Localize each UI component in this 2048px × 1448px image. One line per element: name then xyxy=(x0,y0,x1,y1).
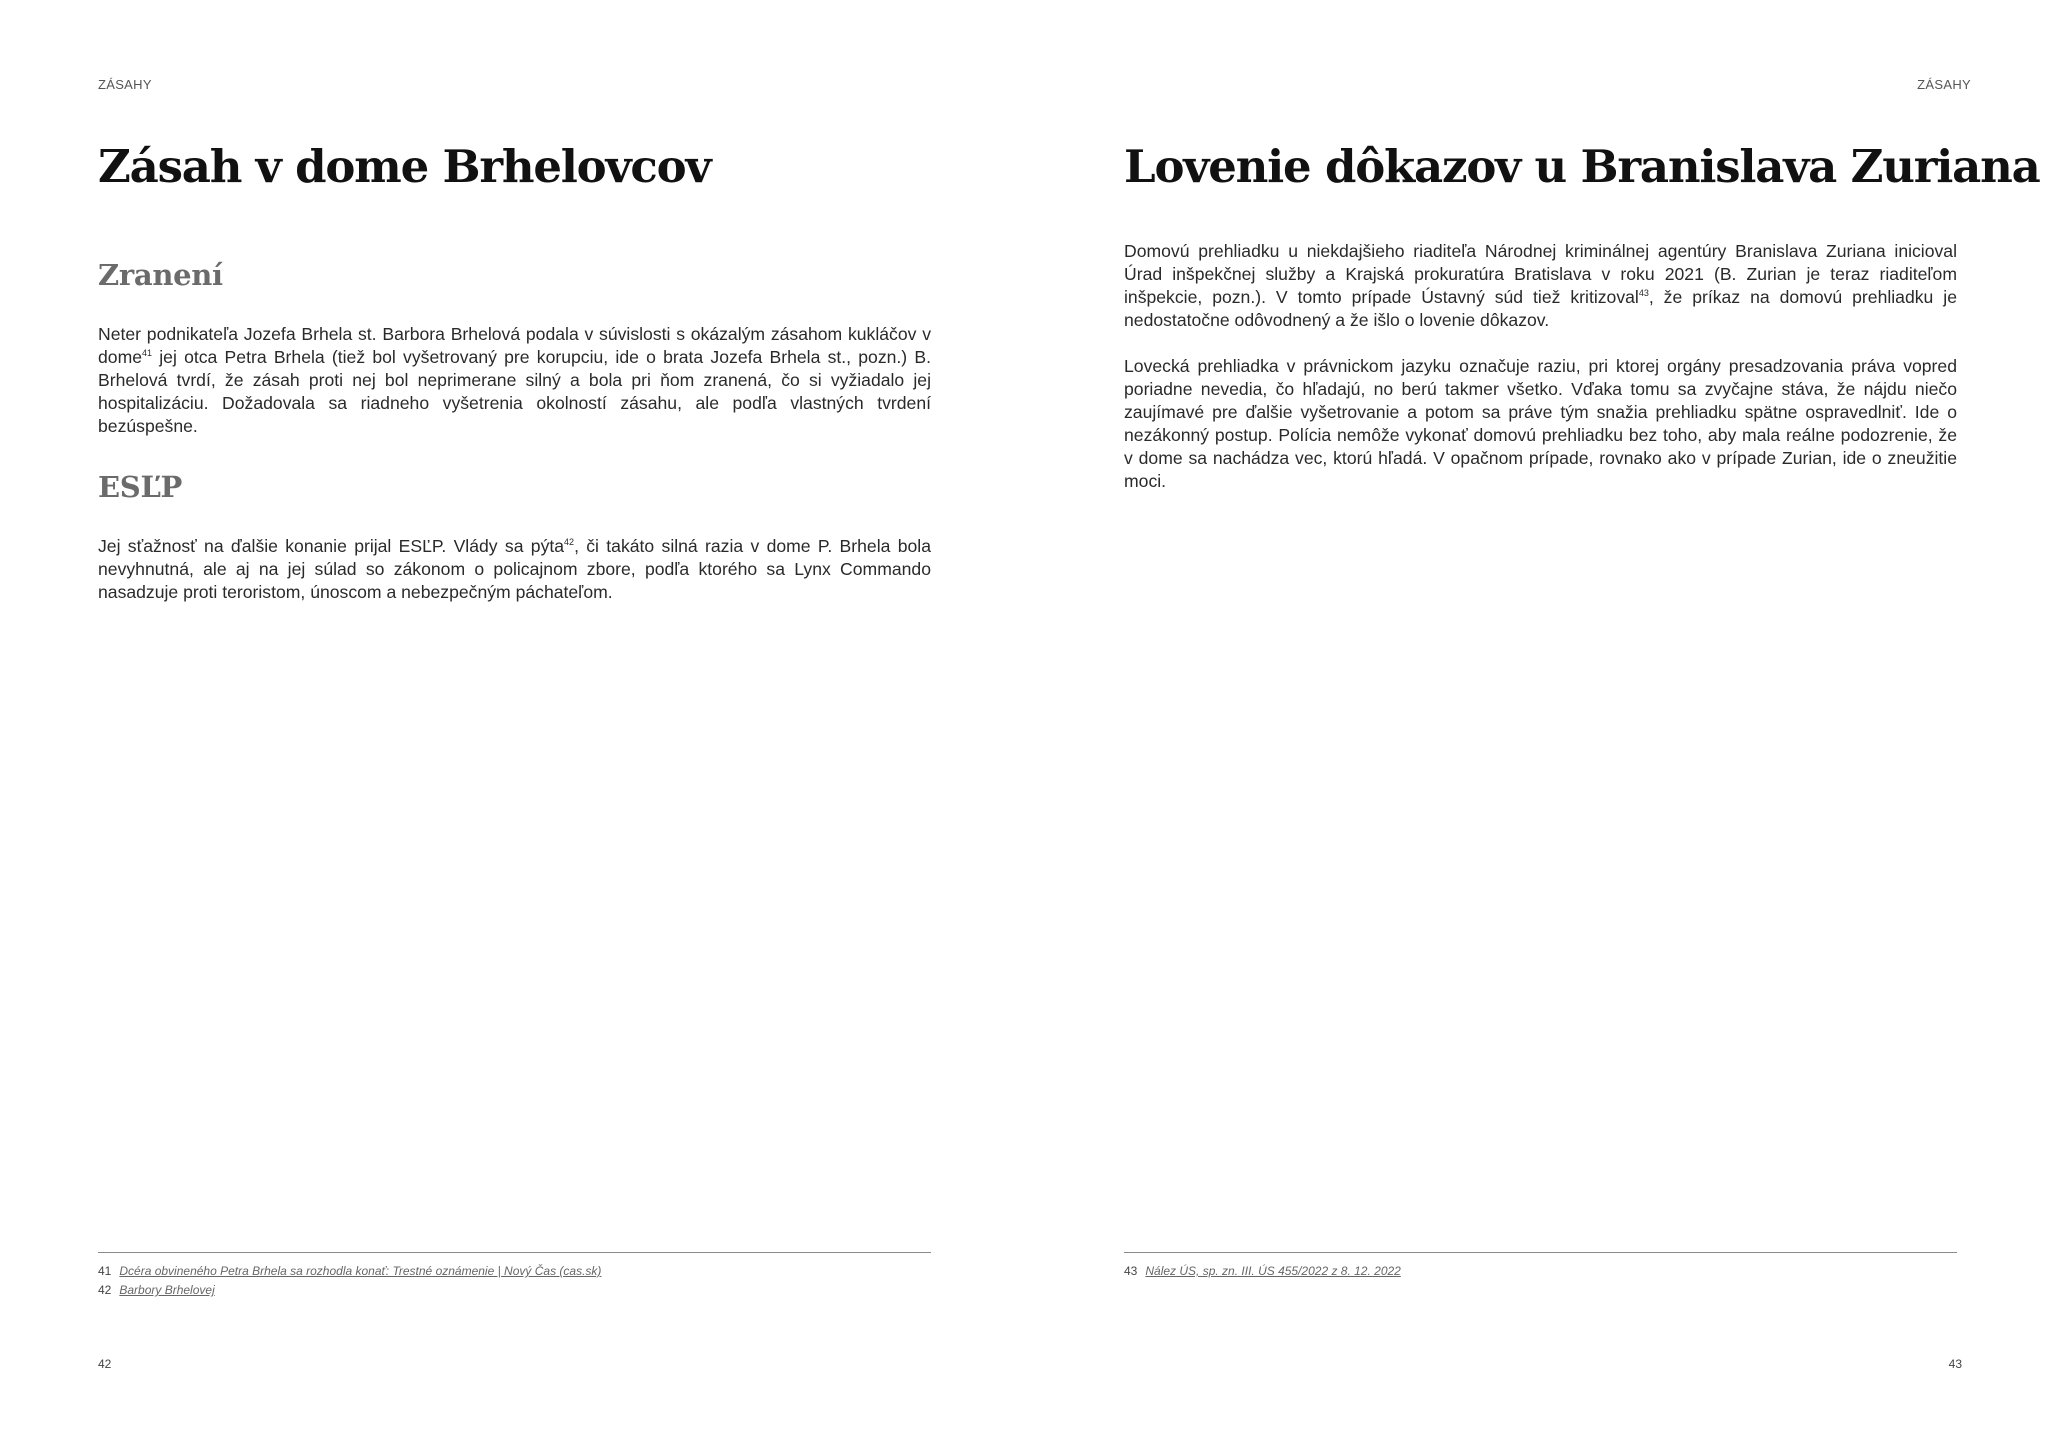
section-heading-eslp: ESĽP xyxy=(98,470,183,504)
footnote-divider xyxy=(1124,1252,1957,1253)
footnote-divider xyxy=(98,1252,931,1253)
footnotes xyxy=(98,1262,931,1300)
footnote-link[interactable]: Dcéra obvineného Petra Brhela sa rozhodla konať: Trestné oznámenie | Nový Čas (cas.sk) xyxy=(119,1264,602,1278)
paragraph-text: jej otca Petra Brhela (tiež bol vyšetrovaný pre korupciu, ide o brata Jozefa Brhela st., pozn.) B. Brhelová tvrdí, že zásah proti nej bol neprimerane silný a bola pri ňom zranená, čo si vyžiadalo jej hospitalizáciu. Dožadovala sa riadneho vyšetrenia okolností zásahu, ale podľa vlastných tvrdení bezúspešne. xyxy=(98,347,931,436)
footnote-number: 42 xyxy=(98,1283,112,1297)
page-number: 43 xyxy=(1948,1357,1962,1371)
page-title: Lovenie dôkazov u Branislava Zuriana xyxy=(1124,140,2040,193)
footnote-ref[interactable]: 43 xyxy=(1638,288,1649,299)
footnotes xyxy=(1124,1262,1957,1281)
footnote xyxy=(98,1262,931,1281)
footnote-ref[interactable]: 42 xyxy=(564,537,575,548)
footnote xyxy=(98,1281,931,1300)
right-page xyxy=(1024,0,2048,1448)
paragraph-text: , či takáto silná razia v dome P. Brhela bola nevyhnutná, ale aj na jej súlad so zákonom o policajnom zbore, podľa ktorého sa Lynx Commando nasadzuje proti teroristom, únoscom a nebezpečným páchateľom. xyxy=(98,536,931,602)
section-heading-zraneni: Zranení xyxy=(98,258,223,292)
footnote-number: 41 xyxy=(98,1264,112,1278)
footnote-link[interactable]: Nález ÚS, sp. zn. III. ÚS 455/2022 z 8. 12. 2022 xyxy=(1145,1264,1401,1278)
footnote xyxy=(1124,1262,1957,1281)
paragraph-text: Domovú prehliadku u niekdajšieho riaditeľa Národnej kriminálnej agentúry Branislava Zuriana inicioval Úrad inšpekčnej služby a Krajská prokuratúra Bratislava v roku 2021 (B. Zurian je teraz riaditeľom inšpekcie, pozn.). V tomto prípade Ústavný súd tiež kritizoval xyxy=(1124,241,1957,307)
paragraph-eslp xyxy=(98,535,931,604)
paragraph-zraneni xyxy=(98,323,931,438)
footnote-ref[interactable]: 41 xyxy=(142,348,153,359)
paragraph-text: Jej sťažnosť na ďalšie konanie prijal ESĽP. Vlády sa pýta xyxy=(98,536,565,556)
running-head: ZÁSAHY xyxy=(1917,77,1971,92)
paragraph-intro xyxy=(1124,240,1957,332)
running-head: ZÁSAHY xyxy=(98,77,152,92)
page-number: 42 xyxy=(98,1357,112,1371)
paragraph-text: , že príkaz na domovú prehliadku je nedostatočne odôvodnený a že išlo o lovenie dôkazov. xyxy=(1124,287,1957,330)
footnote-number: 43 xyxy=(1124,1264,1138,1278)
paragraph-lovecka: Lovecká prehliadka v právnickom jazyku označuje raziu, pri ktorej orgány presadzovania práva vopred poriadne nevedia, čo hľadajú, no berú takmer všetko. Vďaka tomu sa zvyčajne stáva, že nájdu niečo zaujímavé pre ďalšie vyšetrovanie a potom sa práve tým snažia prehliadku spätne ospravedlniť. Ide o nezákonný postup. Polícia nemôže vykonať domovú prehliadku bez toho, aby mala reálne podozrenie, že v dome sa nachádza vec, ktorú hľadá. V opačnom prípade, rovnako ako v prípade Zurian, ide o zneužitie moci. xyxy=(1124,356,1957,491)
footnote-link[interactable]: Barbory Brhelovej xyxy=(119,1283,215,1297)
paragraph-text: Neter podnikateľa Jozefa Brhela st. Barbora Brhelová podala v súvislosti s okázalým zásahom kukláčov v dome xyxy=(98,324,931,367)
page-title: Zásah v dome Brhelovcov xyxy=(98,140,711,193)
